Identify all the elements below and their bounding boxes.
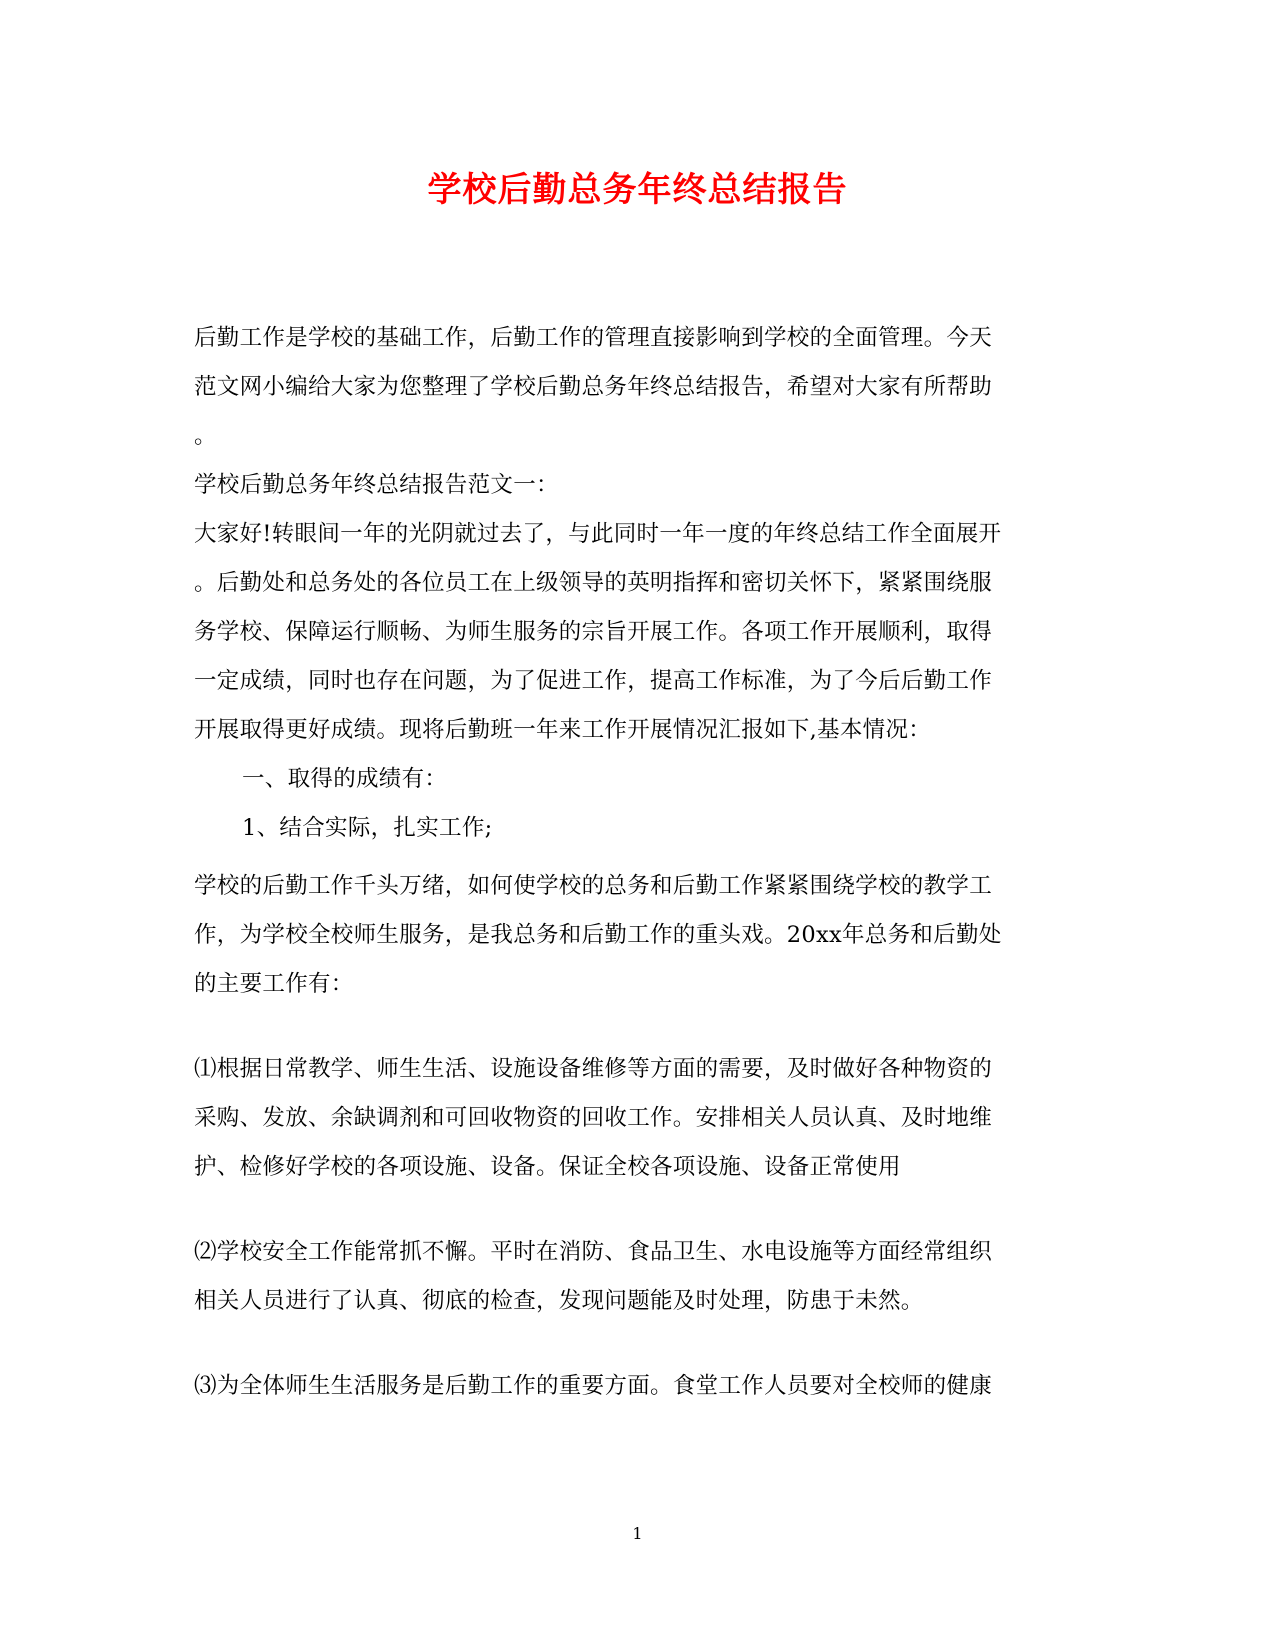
text-line: ⑶为全体师生生活服务是后勤工作的重要方面。食堂工作人员要对全校师的健康: [194, 1373, 993, 1399]
paragraph-item-3: [194, 1362, 1082, 1411]
text-line: 的主要工作有：: [194, 971, 354, 997]
text-line: 护、检修好学校的各项设施、设备。保证全校各项设施、设备正常使用: [194, 1154, 901, 1180]
text-line: 开展取得更好成绩。现将后勤班一年来工作开展情况汇报如下,基本情况：: [194, 717, 932, 743]
text-line: 学校的后勤工作千头万绪，如何使学校的总务和后勤工作紧紧围绕学校的教学工: [194, 873, 993, 899]
text-line: ⑵学校安全工作能常抓不懈。平时在消防、食品卫生、水电设施等方面经常组织: [194, 1239, 993, 1265]
subsection-heading: 1、结合实际，扎实工作;: [242, 815, 493, 841]
text-line: 务学校、保障运行顺畅、为师生服务的宗旨开展工作。各项工作开展顺利，取得: [194, 619, 993, 645]
document-title: 学校后勤总务年终总结报告: [427, 170, 848, 210]
text-line: 范文网小编给大家为您整理了学校后勤总务年终总结报告，希望对大家有所帮助: [194, 374, 993, 400]
paragraph-main-work: [194, 862, 1082, 1009]
text-line: 一定成绩，同时也存在问题，为了促进工作，提高工作标准，为了今后后勤工作: [194, 668, 993, 694]
paragraph-item-2: [194, 1228, 1082, 1326]
paragraph-intro: [194, 314, 1082, 853]
paragraph-item-1: [194, 1045, 1082, 1192]
text-line: 大家好!转眼间一年的光阴就过去了，与此同时一年一度的年终总结工作全面展开: [194, 521, 1002, 547]
page-number: 1: [632, 1524, 643, 1543]
text-line: 采购、发放、余缺调剂和可回收物资的回收工作。安排相关人员认真、及时地维: [194, 1105, 993, 1131]
text-line: ⑴根据日常教学、师生生活、设施设备维修等方面的需要，及时做好各种物资的: [194, 1056, 993, 1082]
text-line: 后勤工作是学校的基础工作，后勤工作的管理直接影响到学校的全面管理。今天: [194, 325, 993, 351]
section-heading: 一、取得的成绩有：: [242, 766, 448, 792]
text-line: 相关人员进行了认真、彻底的检查，发现问题能及时处理，防患于未然。: [194, 1288, 924, 1314]
text-line: 学校后勤总务年终总结报告范文一：: [194, 472, 559, 498]
text-line: 作，为学校全校师生服务，是我总务和后勤工作的重头戏。20xx年总务和后勤处: [194, 922, 1002, 948]
text-line: 。后勤处和总务处的各位员工在上级领导的英明指挥和密切关怀下，紧紧围绕服: [194, 570, 993, 596]
text-line: 。: [194, 423, 217, 449]
